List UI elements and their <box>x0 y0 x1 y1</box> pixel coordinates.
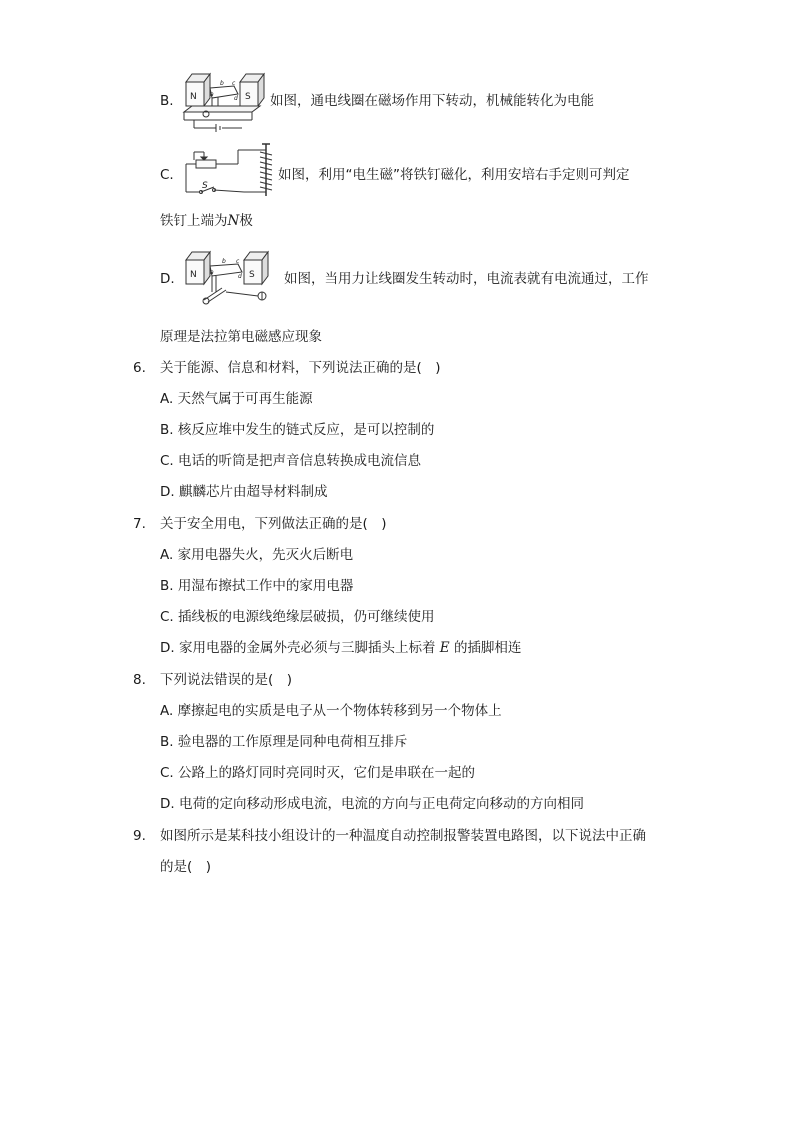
q5-option-d-letter: D. <box>160 271 175 287</box>
q7-stem: 关于安全用电，下列做法正确的是( ) <box>160 516 387 532</box>
q5-option-d-text: 如图，当用力让线圈发生转动时，电流表就有电流通过，工作 <box>284 271 649 287</box>
motor-diagram-figure <box>182 66 268 132</box>
q5-option-c-continuation <box>160 212 253 230</box>
q9-stem-continuation: 的是( ) <box>160 859 212 875</box>
q8-stem: 下列说法错误的是( ) <box>160 672 293 688</box>
q6-stem: 关于能源、信息和材料，下列说法正确的是( ) <box>160 360 441 376</box>
generator-label-b: b <box>222 258 226 265</box>
electromagnet-nail-figure <box>180 142 276 200</box>
c-cont-var: N <box>227 213 240 229</box>
q9-stem: 如图所示是某科技小组设计的一种温度自动控制报警装置电路图，以下说法中正确 <box>160 828 646 844</box>
q7-option-b: B. 用湿布擦拭工作中的家用电器 <box>160 578 354 594</box>
q6-number: 6. <box>133 360 146 376</box>
q7-option-c: C. 插线板的电源线绝缘层破损，仍可继续使用 <box>160 609 435 625</box>
q5-option-d-continuation: 原理是法拉第电磁感应现象 <box>160 329 322 345</box>
generator-label-a: a <box>210 269 214 276</box>
motor-label-n: N <box>190 92 197 102</box>
q5-option-c-letter: C. <box>160 167 174 183</box>
q7-d-pre: D. 家用电器的金属外壳必须与三脚插头上标着 <box>160 640 436 656</box>
switch-label-s: S <box>202 181 208 191</box>
c-cont-pre: 铁钉上端为 <box>160 213 228 229</box>
q5-option-b-letter: B. <box>160 93 174 109</box>
q6-option-c: C. 电话的听筒是把声音信息转换成电流信息 <box>160 453 422 469</box>
q8-option-c: C. 公路上的路灯同时亮同时灭，它们是串联在一起的 <box>160 765 476 781</box>
q7-number: 7. <box>133 516 146 532</box>
q5-option-b-text: 如图，通电线圈在磁场作用下转动，机械能转化为电能 <box>270 93 594 109</box>
q8-option-a: A. 摩擦起电的实质是电子从一个物体转移到另一个物体上 <box>160 703 502 719</box>
q7-d-var: E <box>439 640 450 656</box>
q7-d-post: 的插脚相连 <box>453 640 522 656</box>
q6-option-b: B. 核反应堆中发生的链式反应，是可以控制的 <box>160 422 435 438</box>
q8-option-d: D. 电荷的定向移动形成电流，电流的方向与正电荷定向移动的方向相同 <box>160 796 584 812</box>
generator-label-n: N <box>190 270 197 280</box>
q6-option-a: A. 天然气属于可再生能源 <box>160 391 313 407</box>
q8-number: 8. <box>133 672 146 688</box>
q9-number: 9. <box>133 828 146 844</box>
q8-option-b: B. 验电器的工作原理是同种电荷相互排斥 <box>160 734 408 750</box>
motor-label-s: S <box>245 92 251 102</box>
q6-option-d: D. 麒麟芯片由超导材料制成 <box>160 484 328 500</box>
q5-option-c-text: 如图，利用“电生磁”将铁钉磁化，利用安培右手定则可判定 <box>278 167 630 183</box>
motor-label-b: b <box>220 80 224 87</box>
q7-option-d <box>160 639 521 657</box>
motor-label-c: c <box>232 80 236 87</box>
generator-label-c: c <box>236 258 240 265</box>
generator-diagram-figure <box>182 244 278 306</box>
motor-label-d: d <box>234 95 238 102</box>
c-cont-post: 极 <box>239 213 253 229</box>
q7-option-a: A. 家用电器失火，先灭火后断电 <box>160 547 354 563</box>
motor-label-a: a <box>210 91 214 98</box>
generator-label-s: S <box>249 270 255 280</box>
generator-label-d: d <box>238 273 242 280</box>
